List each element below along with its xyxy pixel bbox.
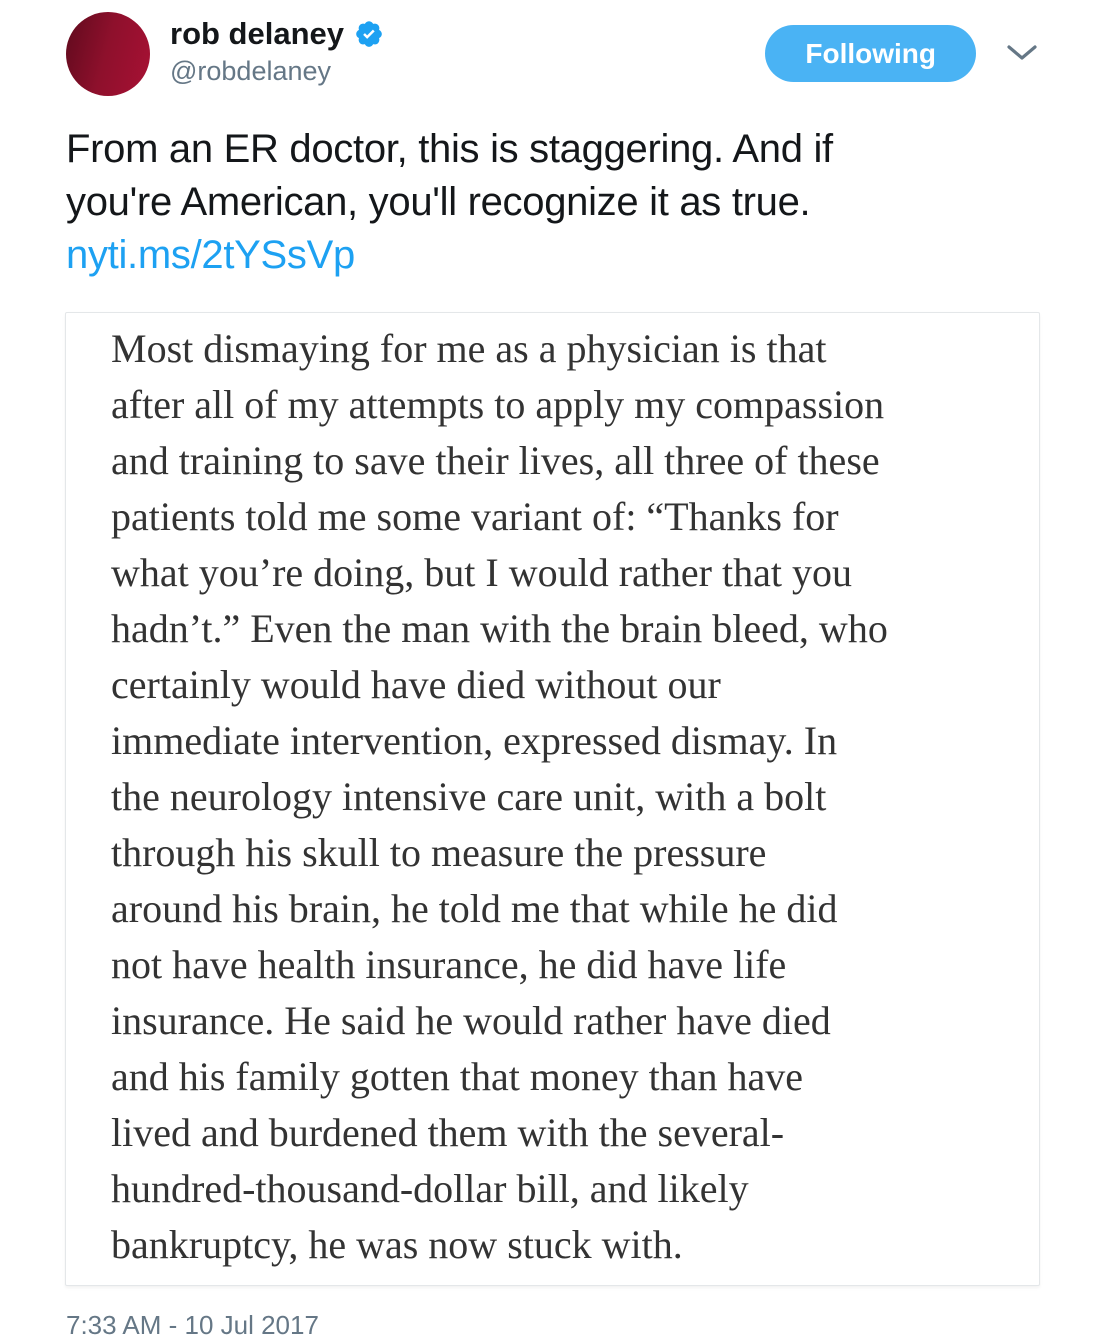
article-line: not have health insurance, he did have life	[111, 942, 787, 987]
verified-badge-icon	[354, 19, 384, 49]
embedded-article-image[interactable]	[65, 312, 1040, 1286]
following-button[interactable]: Following	[765, 25, 976, 82]
chevron-down-icon[interactable]	[1006, 44, 1038, 61]
article-line: around his brain, he told me that while he did	[111, 886, 838, 931]
article-line: certainly would have died without our	[111, 662, 721, 707]
article-line: and training to save their lives, all three of these	[111, 438, 880, 483]
author-name[interactable]: rob delaney	[170, 16, 344, 51]
article-line: patients told me some variant of: “Thanks for	[111, 494, 839, 539]
article-line: immediate intervention, expressed dismay. In	[111, 718, 838, 763]
article-line: Most dismaying for me as a physician is that	[111, 326, 827, 371]
article-text	[66, 313, 1039, 1273]
tweet-text-line2: you're American, you'll recognize it as true.	[66, 180, 811, 224]
author-block	[170, 12, 384, 87]
article-line: after all of my attempts to apply my compassion	[111, 382, 885, 427]
article-line: hadn’t.” Even the man with the brain bleed, who	[111, 606, 888, 651]
article-line: hundred-thousand-dollar bill, and likely	[111, 1166, 749, 1211]
tweet-text	[66, 123, 1040, 282]
timestamp[interactable]: 7:33 AM - 10 Jul 2017	[66, 1310, 319, 1340]
article-line: and his family gotten that money than have	[111, 1054, 804, 1099]
article-line: through his skull to measure the pressure	[111, 830, 767, 875]
article-line: insurance. He said he would rather have died	[111, 998, 831, 1043]
tweet-link[interactable]: nyti.ms/2tYSsVp	[66, 233, 355, 277]
article-line: the neurology intensive care unit, with a bolt	[111, 774, 827, 819]
author-handle[interactable]: @robdelaney	[170, 56, 332, 87]
article-line: what you’re doing, but I would rather that you	[111, 550, 852, 595]
tweet-text-line1: From an ER doctor, this is staggering. And if	[66, 127, 833, 171]
avatar[interactable]	[66, 12, 150, 96]
article-line: bankruptcy, he was now stuck with.	[111, 1222, 683, 1267]
tweet-header	[0, 0, 1100, 96]
article-line: lived and burdened them with the several-	[111, 1110, 785, 1155]
